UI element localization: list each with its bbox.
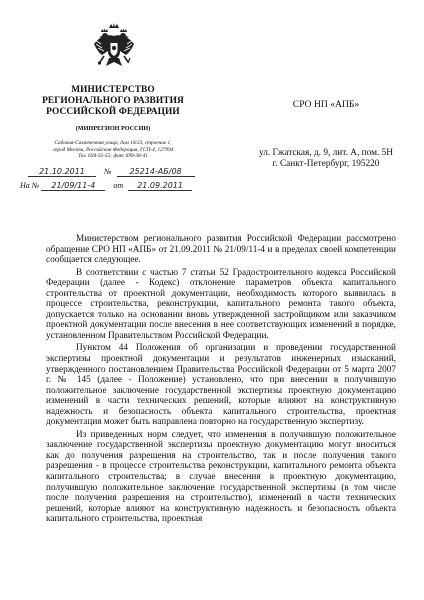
ministry-name-line-1: МИНИСТЕРСТВО <box>71 85 155 95</box>
registration-line-reference <box>20 181 192 191</box>
body-paragraph: В соответствии с частью 7 статьи 52 Градостроительного кодекса Российской Федерации (далее - Кодекс) отклонение параметров объекта капитального строительства от проектной документации, необходимость которого выявилась в процессе строительства, реконструкции, капитального ремонта такого объекта, допускается только на основании вновь утвержденной застройщиком или заказчиком проектной документации после внесения в нее соответствующих изменений в порядке, установленном Правительством Российской Федерации. <box>46 267 396 341</box>
outgoing-date: 21.10.2011 <box>28 167 96 177</box>
sender-address-line: Садовая-Самотечная улица, дом 10/23, строение 1, <box>54 140 172 146</box>
body-paragraph: Пунктом 44 Положения об организации и проведении государственной экспертизы проектной документации и результатов инженерных изысканий, утвержденного постановлением Правительства Российской Федерации от 5 марта 2007 г. № 145 (далее - Положение) установлено, что при внесении в получившую положительное заключение государственной экспертизы проектную документацию изменений в части технических решений, которые влияют на конструктивную надежность и безопасность объекта капитального строительства, проектная документация может быть направлена повторно на государственную экспертизу. <box>46 343 396 428</box>
body-paragraph: Из приведенных норм следует, что изменения в получившую положительное заключение государственной экспертизы проектную документацию могут вноситься как до получения разрешения на строительство, так и после получения такого разрешения - в процессе строительства реконструкции, капитального ремонта объекта капитального строительства; в случае внесения в проектную документацию, получившую положительное заключение государственной экспертизы (в том числе после получения разрешения на строительство), изменений в части технических решений, которые влияют на конструктивную надежность и безопасность объекта капитального строительства, проектная <box>46 429 396 525</box>
reference-number: 21/09/11-4 <box>41 181 105 191</box>
ministry-short-name: (МИНРЕГИОН РОССИИ) <box>75 125 151 132</box>
coat-of-arms-icon <box>92 22 136 70</box>
reference-label: На № <box>20 181 40 190</box>
registration-line-outgoing <box>28 167 195 177</box>
sender-address-line: город Москва, Российская Федерация, ГСП-4, 127994 <box>52 146 174 153</box>
ministry-name-line-3: РОССИЙСКОЙ ФЕДЕРАЦИИ <box>46 107 180 117</box>
letter-body <box>46 234 396 525</box>
sender-address <box>20 140 206 160</box>
recipient-address-line: г. Санкт-Петербург, 195220 <box>272 159 380 169</box>
outgoing-number: 25214-АБ/08 <box>117 167 195 177</box>
sender-address-line: Тел. 694-35-55; факс 699-38-41 <box>78 153 148 160</box>
body-paragraph: Министерством регионального развития Российской Федерации рассмотрено обращение СРО НП «АПБ» от 21.09.2011 № 21/09/11-4 и в пределах своей компетенции сообщается следующее. <box>46 234 396 266</box>
number-sign: № <box>104 167 112 176</box>
recipient-address <box>246 148 406 170</box>
recipient-address-line: ул. Гжатская, д. 9, лит. А, пом. 5Н <box>259 148 393 158</box>
ministry-name-line-2: РЕГИОНАЛЬНОГО РАЗВИТИЯ <box>42 96 184 106</box>
reference-from-label: от <box>113 181 124 190</box>
recipient-name: СРО НП «АПБ» <box>292 99 360 110</box>
reference-date: 21.09.2011 <box>128 181 192 191</box>
